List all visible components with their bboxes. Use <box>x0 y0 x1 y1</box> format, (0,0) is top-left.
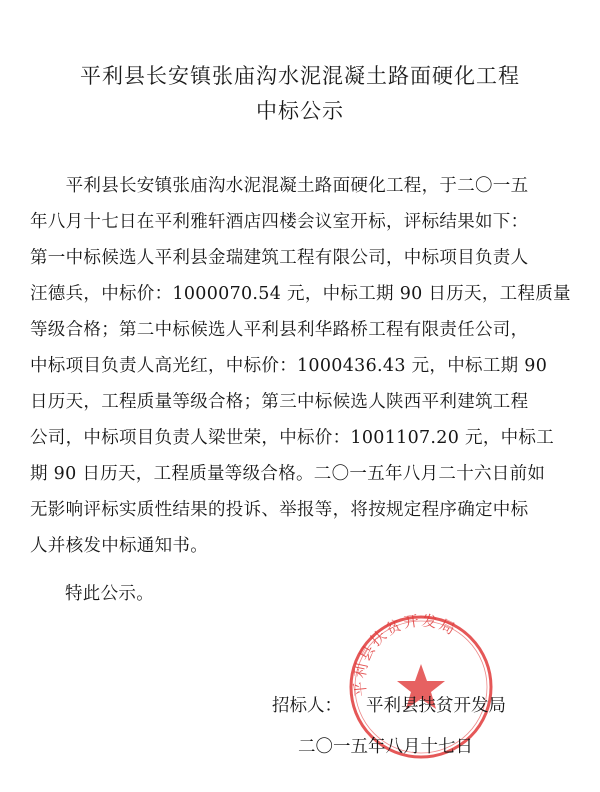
body-text-line: 人并核发中标通知书。 <box>30 536 208 556</box>
body-text-line: 中标项目负责人高光红，中标价：1000436.43 元，中标工期 90 <box>30 356 548 376</box>
signature-label: 招标人： <box>272 696 342 716</box>
body-text-line: 等级合格；第二中标候选人平利县利华路桥工程有限责任公司， <box>30 320 529 340</box>
body-text-line: 汪德兵，中标价：1000070.54 元，中标工期 90 日历天，工程质量 <box>30 284 571 304</box>
signature-date: 二〇一五年八月十七日 <box>298 737 473 757</box>
body-text-line: 期 90 日历天，工程质量等级合格。二〇一五年八月二十六日前如 <box>30 464 546 484</box>
body-text-line: 年八月十七日在平利雅轩酒店四楼会议室开标，评标结果如下： <box>30 212 529 232</box>
body-text-line: 日历天，工程质量等级合格；第三中标候选人陕西平利建筑工程 <box>30 392 529 412</box>
document-title: 平利县长安镇张庙沟水泥混凝土路面硬化工程 <box>80 64 520 88</box>
body-text-line: 第一中标候选人平利县金瑞建筑工程有限公司，中标项目负责人 <box>30 248 529 268</box>
signature-org: 平利县扶贫开发局 <box>366 696 506 716</box>
body-text-line: 无影响评标实质性结果的投诉、举报等，将按规定程序确定中标 <box>30 500 529 520</box>
document-subtitle: 中标公示 <box>256 99 344 123</box>
body-text-line: 平利县长安镇张庙沟水泥混凝土路面硬化工程，于二〇一五 <box>30 176 529 196</box>
body-text-line: 公司，中标项目负责人梁世荣，中标价：1001107.20 元，中标工 <box>30 428 555 448</box>
closing-text: 特此公示。 <box>65 584 154 604</box>
seal-text: 平利县扶贫开发局 <box>350 612 460 698</box>
